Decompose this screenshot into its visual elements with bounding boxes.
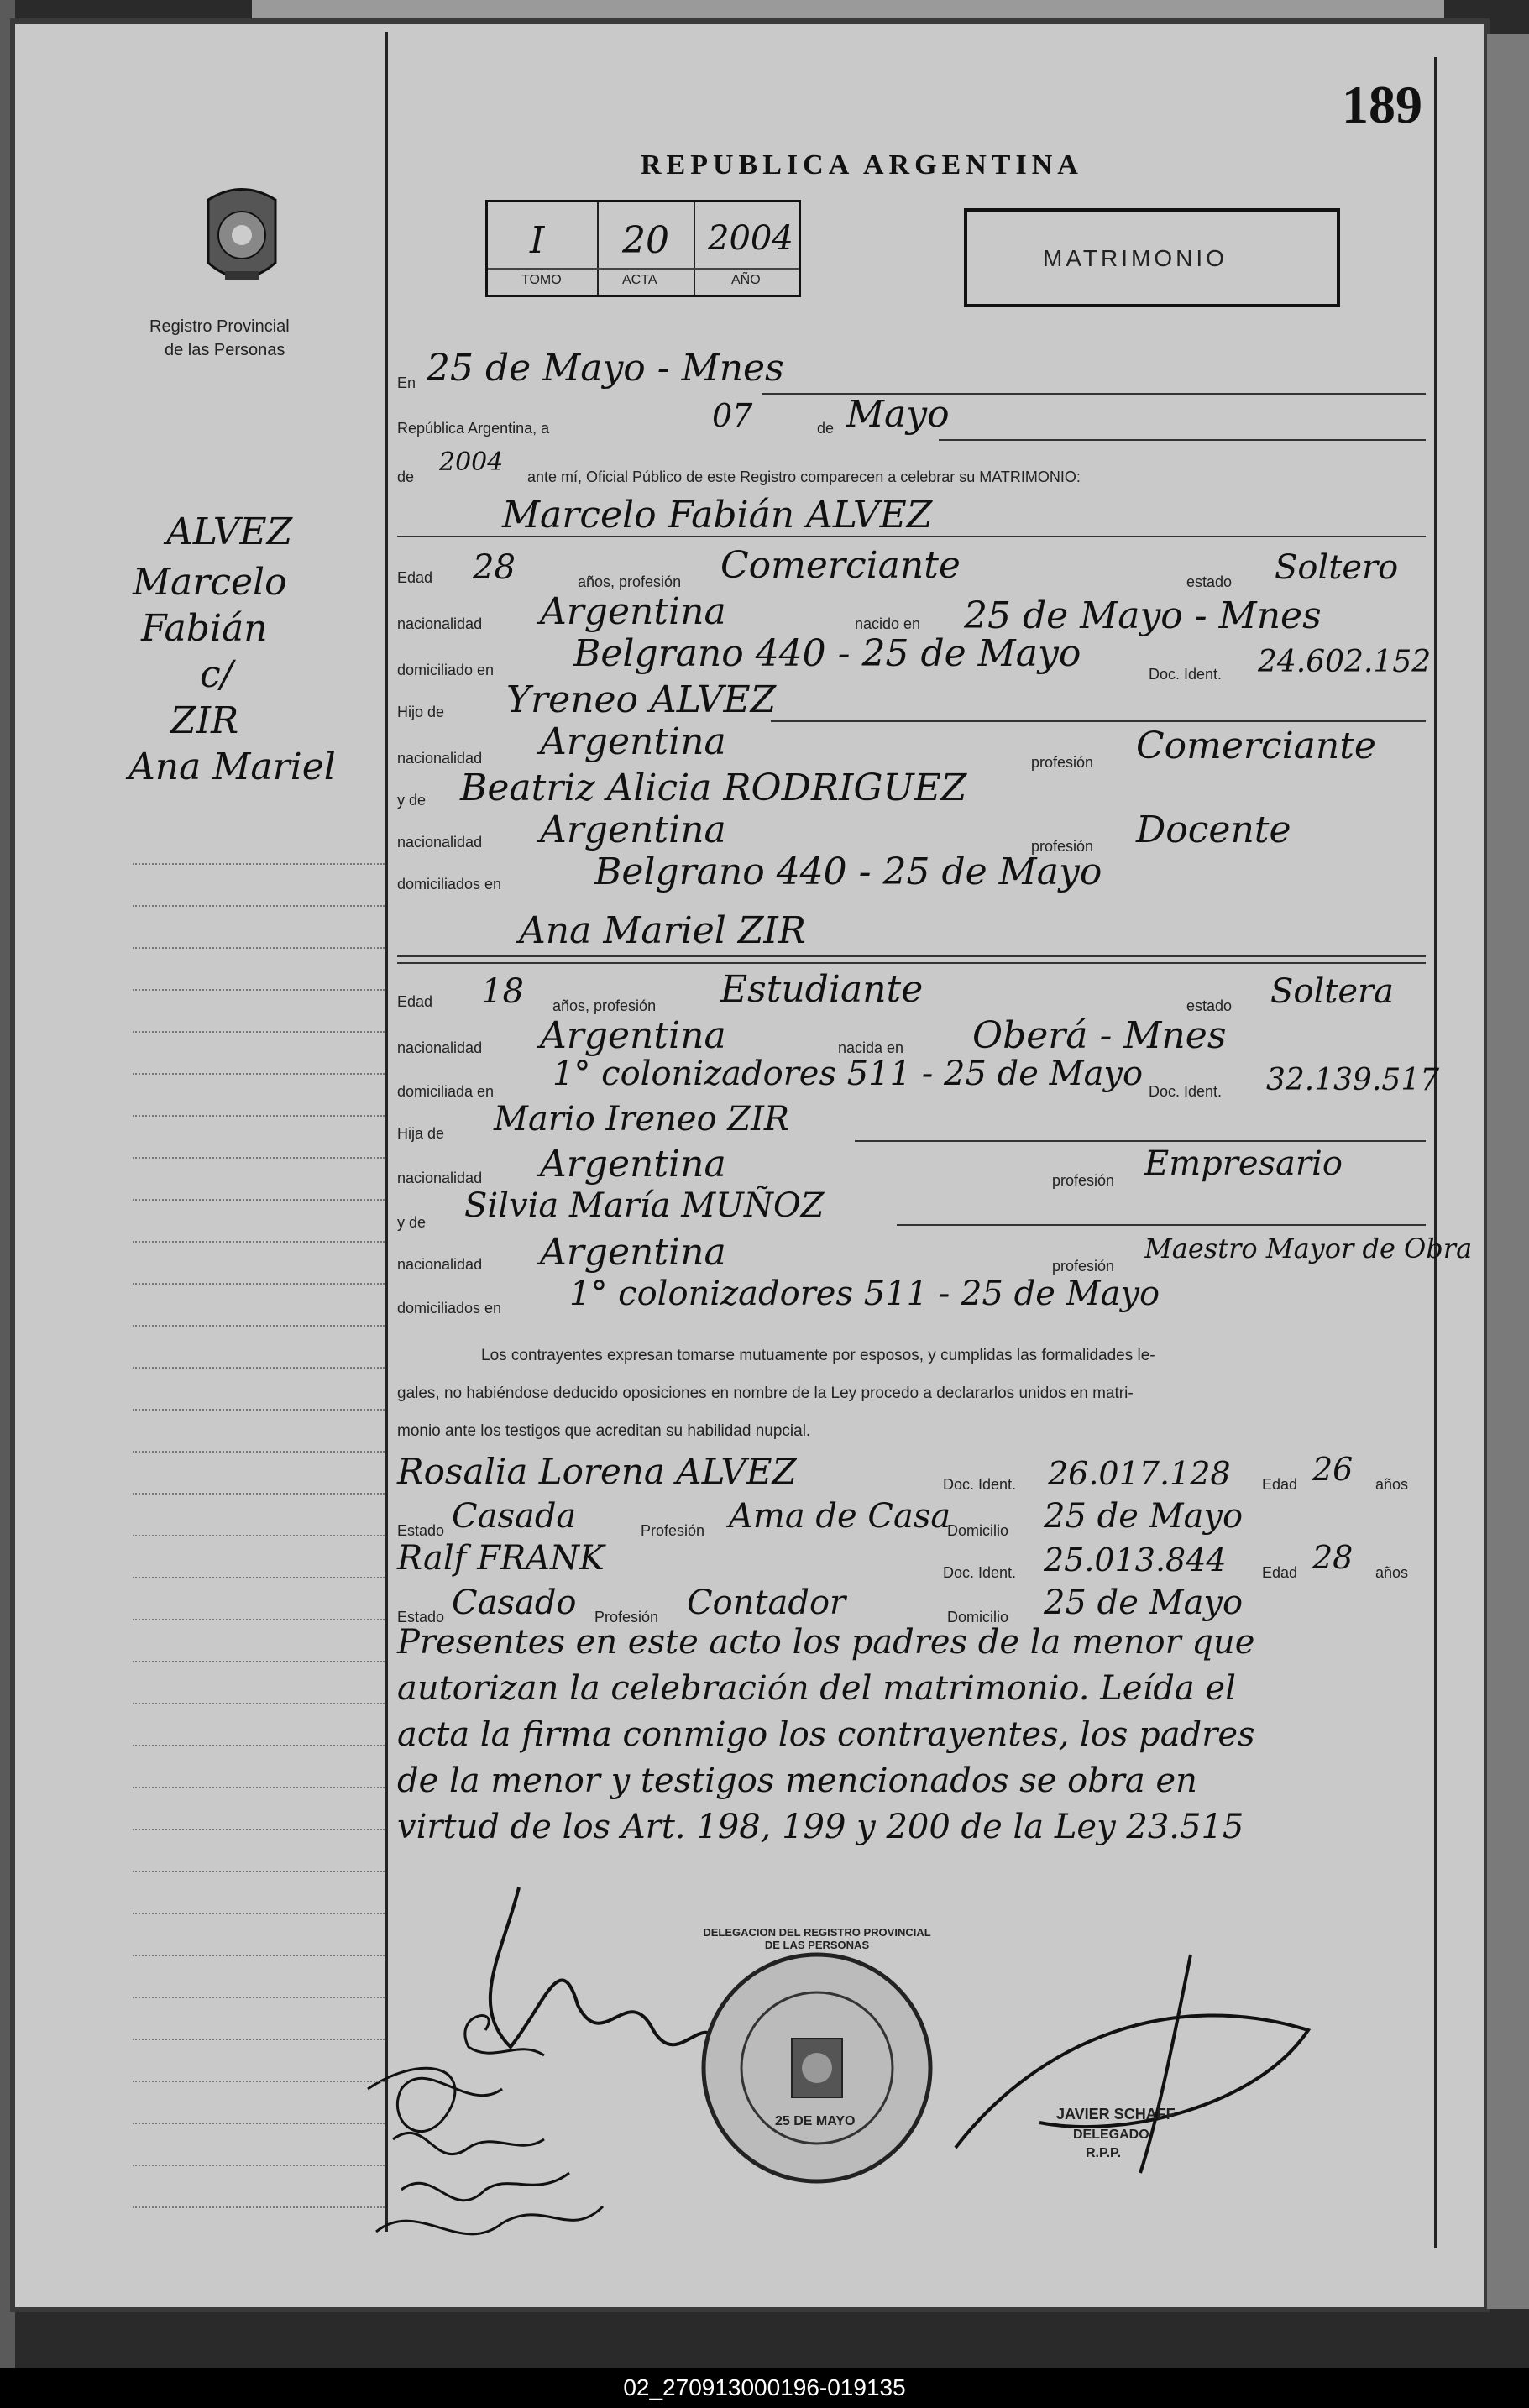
witness2-doc: 25.013.844	[1044, 1542, 1227, 1578]
groom-father-nat-label: nacionalidad	[397, 750, 483, 767]
line	[939, 439, 1426, 441]
coat-of-arms-icon	[191, 183, 292, 301]
ruling-line	[133, 863, 385, 865]
witness1-address: 25 de Mayo	[1044, 1497, 1244, 1536]
year-value: 2004	[439, 448, 504, 477]
acta-value: 20	[622, 219, 669, 262]
registry-name-line1: Registro Provincial	[149, 317, 290, 336]
ruling-line	[133, 2165, 385, 2166]
intro-statement: ante mí, Oficial Público de este Registro comparecen a celebrar su MATRIMONIO:	[527, 469, 1081, 485]
officer-stamp-line: DELEGADO	[1073, 2128, 1149, 2142]
groom-nacionalidad-label: nacionalidad	[397, 615, 483, 632]
bride-birthplace: Oberá - Mnes	[972, 1014, 1227, 1057]
note-line: Presentes en este acto los padres de la menor que	[397, 1623, 1255, 1662]
ruling-line	[133, 1325, 385, 1327]
witness2-dom-label: Domicilio	[947, 1609, 1009, 1625]
folio-number: 189	[1342, 75, 1422, 134]
bride-domiciliada-label: domiciliada en	[397, 1083, 495, 1100]
tomo-label: TOMO	[521, 273, 562, 287]
ruling-line	[133, 1619, 385, 1620]
witness2-address: 25 de Mayo	[1044, 1584, 1244, 1622]
groom-domiciliado-label: domiciliado en	[397, 662, 495, 678]
ruling-line	[133, 1241, 385, 1243]
groom-father-nationality: Argentina	[540, 720, 726, 763]
note-line: acta la firma conmigo los contrayentes, los padres	[397, 1715, 1255, 1754]
bride-parents-dom-label: domiciliados en	[397, 1300, 502, 1317]
ruling-line	[133, 2123, 385, 2124]
box-divider	[694, 202, 695, 295]
margin-note-line: Fabián	[141, 607, 268, 650]
acta-label: ACTA	[622, 273, 657, 287]
ruling-line	[133, 989, 385, 991]
bride-doc-label: Doc. Ident.	[1149, 1083, 1223, 1100]
witness2-edad-label: Edad	[1262, 1564, 1298, 1581]
bride-name: Ana Mariel ZIR	[519, 909, 806, 952]
scan-id-bar	[0, 2368, 1529, 2408]
bride-profesion-label: años, profesión	[552, 997, 657, 1014]
officer-stamp-line: R.P.P.	[1086, 2146, 1122, 2160]
box-divider	[488, 268, 799, 270]
ruling-line	[133, 1577, 385, 1578]
official-seal	[695, 1926, 939, 2190]
ruling-line	[133, 1997, 385, 1998]
margin-note-line: Marcelo	[133, 561, 287, 604]
seal-inner-text: 25 DE MAYO	[775, 2114, 856, 2128]
line	[897, 1224, 1426, 1226]
margin-note-line: ALVEZ	[166, 510, 293, 553]
country-title: REPUBLICA ARGENTINA	[641, 149, 1083, 181]
record-type-box	[964, 208, 1340, 307]
witness1-name: Rosalia Lorena ALVEZ	[397, 1451, 797, 1492]
ruling-line	[133, 2039, 385, 2040]
bride-age: 18	[481, 972, 524, 1011]
ruling-line	[133, 1409, 385, 1411]
ruling-line	[133, 1367, 385, 1369]
witness2-profession: Contador	[687, 1584, 846, 1622]
ruling-line	[133, 1703, 385, 1704]
declaration-line: gales, no habiéndose deducido oposiciones en nombre de la Ley procedo a declararlos unidos en matri-	[397, 1385, 1134, 1402]
groom-profesion-label: años, profesión	[578, 573, 682, 590]
bride-hija-label: Hija de	[397, 1125, 445, 1142]
ruling-line	[133, 905, 385, 907]
record-number-box	[485, 200, 801, 297]
witness1-age: 26	[1312, 1451, 1354, 1488]
ano-value: 2004	[708, 219, 793, 258]
bride-profession: Estudiante	[720, 968, 924, 1011]
line	[397, 536, 1426, 537]
groom-parents-dom-label: domiciliados en	[397, 876, 502, 893]
ruling-line	[133, 1661, 385, 1662]
bride-mother-nationality: Argentina	[540, 1231, 726, 1274]
note-line: autorizan la celebración del matrimonio. Leída el	[397, 1669, 1236, 1708]
ruling-line	[133, 1493, 385, 1495]
witness2-estado-label: Estado	[397, 1609, 445, 1625]
officer-stamp-line: JAVIER SCHAFF	[1056, 2106, 1176, 2123]
line	[397, 955, 1426, 957]
ruling-line	[133, 2206, 385, 2208]
witness2-status: Casado	[452, 1584, 577, 1622]
groom-status: Soltero	[1275, 548, 1399, 587]
bride-status: Soltera	[1270, 972, 1394, 1011]
bride-nationality: Argentina	[540, 1014, 726, 1057]
groom-name: Marcelo Fabián ALVEZ	[502, 494, 933, 537]
groom-parents-address: Belgrano 440 - 25 de Mayo	[594, 851, 1102, 893]
witness2-age: 28	[1312, 1539, 1354, 1576]
margin-note-line: Ana Mariel	[128, 746, 336, 788]
bride-estado-label: estado	[1186, 997, 1233, 1014]
groom-age: 28	[473, 548, 516, 587]
line	[397, 962, 1426, 964]
ruling-line	[133, 1745, 385, 1746]
adjacent-page-edge	[1487, 34, 1529, 2309]
margin-note-line: c/	[200, 653, 233, 696]
ruling-line	[133, 1283, 385, 1285]
margin-note-line: ZIR	[170, 699, 239, 742]
bride-parents-address: 1° colonizadores 511 - 25 de Mayo	[569, 1275, 1160, 1313]
officer-signature	[939, 1938, 1359, 2190]
groom-father-profession: Comerciante	[1136, 725, 1376, 767]
scan-id: 02_270913000196-019135	[623, 2374, 906, 2400]
seal-outer-text: DELEGACION DEL REGISTRO PROVINCIAL DE LAS PERSONAS	[703, 1926, 931, 1951]
bride-nacionalidad-label: nacionalidad	[397, 1039, 483, 1056]
line	[771, 720, 1426, 722]
bride-nacida-label: nacida en	[838, 1039, 904, 1056]
note-line: virtud de los Art. 198, 199 y 200 de la Ley 23.515	[397, 1808, 1244, 1846]
witness1-estado-label: Estado	[397, 1522, 445, 1539]
witness2-doc-label: Doc. Ident.	[943, 1564, 1017, 1581]
month-value: Mayo	[846, 393, 950, 436]
groom-mother-nationality: Argentina	[540, 809, 726, 851]
ruling-line	[133, 1157, 385, 1159]
ruling-line	[133, 1115, 385, 1117]
ano-label: AÑO	[731, 273, 761, 287]
witness1-edad-label: Edad	[1262, 1476, 1298, 1493]
groom-nacido-label: nacido en	[855, 615, 921, 632]
groom-nationality: Argentina	[540, 590, 726, 633]
bride-mother-prof-label: profesión	[1052, 1258, 1115, 1275]
box-divider	[597, 202, 599, 295]
de-label: de	[817, 420, 835, 437]
ruling-line	[133, 947, 385, 949]
groom-profession: Comerciante	[720, 544, 961, 587]
witness1-anos-label: años	[1375, 1476, 1409, 1493]
groom-mother-nat-label: nacionalidad	[397, 834, 483, 851]
groom-father-prof-label: profesión	[1031, 754, 1094, 771]
record-type: MATRIMONIO	[1043, 245, 1228, 271]
republica-label: República Argentina, a	[397, 420, 550, 437]
groom-address: Belgrano 440 - 25 de Mayo	[573, 632, 1081, 675]
witness2-anos-label: años	[1375, 1564, 1409, 1581]
groom-yde-label: y de	[397, 792, 427, 809]
day-value: 07	[712, 397, 753, 434]
ruling-line	[133, 1787, 385, 1788]
next-page-edge	[252, 0, 1444, 25]
ruling-line	[133, 1451, 385, 1453]
groom-mother-profession: Docente	[1136, 809, 1291, 851]
ruling-line	[133, 1829, 385, 1830]
groom-mother-prof-label: profesión	[1031, 838, 1094, 855]
ruling-line	[133, 1955, 385, 1956]
witness1-doc-label: Doc. Ident.	[943, 1476, 1017, 1493]
ruling-line	[133, 1199, 385, 1201]
groom-doc-label: Doc. Ident.	[1149, 666, 1223, 683]
bride-mother: Silvia María MUÑOZ	[464, 1186, 825, 1225]
bride-father-nationality: Argentina	[540, 1143, 726, 1186]
bride-edad-label: Edad	[397, 993, 433, 1010]
groom-edad-label: Edad	[397, 569, 433, 586]
bride-father: Mario Ireneo ZIR	[494, 1100, 790, 1139]
witness1-doc: 26.017.128	[1048, 1455, 1231, 1492]
witness1-prof-label: Profesión	[641, 1522, 705, 1539]
ruling-line	[133, 1913, 385, 1914]
witness2-name: Ralf FRANK	[397, 1539, 605, 1578]
tomo-value: I	[530, 219, 545, 262]
en-label: En	[397, 374, 416, 391]
bride-father-prof-label: profesión	[1052, 1172, 1115, 1189]
bride-father-nat-label: nacionalidad	[397, 1170, 483, 1186]
groom-hijo-label: Hijo de	[397, 704, 445, 720]
ruling-line	[133, 2081, 385, 2082]
witness1-profession: Ama de Casa	[729, 1497, 951, 1536]
bride-father-profession: Empresario	[1144, 1144, 1343, 1183]
bride-mother-nat-label: nacionalidad	[397, 1256, 483, 1273]
bride-yde-label: y de	[397, 1214, 427, 1231]
witness1-status: Casada	[452, 1497, 577, 1536]
groom-mother: Beatriz Alicia RODRIGUEZ	[460, 767, 967, 809]
witness1-dom-label: Domicilio	[947, 1522, 1009, 1539]
witness2-prof-label: Profesión	[594, 1609, 659, 1625]
right-border	[1434, 57, 1437, 2248]
registry-name-line2: de las Personas	[165, 341, 285, 359]
register-page	[15, 24, 1484, 2307]
place-value: 25 de Mayo - Mnes	[427, 347, 784, 390]
note-line: de la menor y testigos mencionados se obra en	[397, 1762, 1197, 1800]
groom-doc: 24.602.152	[1258, 645, 1432, 679]
declaration-line: Los contrayentes expresan tomarse mutuamente por esposos, y cumplidas las formalidades le-	[481, 1347, 1155, 1364]
groom-birthplace: 25 de Mayo - Mnes	[964, 594, 1322, 637]
book-spine	[0, 0, 15, 2408]
declaration-line: monio ante los testigos que acreditan su habilidad nupcial.	[397, 1422, 811, 1440]
groom-father: Yreneo ALVEZ	[506, 678, 777, 721]
line	[855, 1140, 1426, 1142]
bride-mother-profession: Maestro Mayor de Obra	[1144, 1233, 1473, 1264]
groom-estado-label: estado	[1186, 573, 1233, 590]
bride-address: 1° colonizadores 511 - 25 de Mayo	[552, 1055, 1144, 1093]
year-prefix-label: de	[397, 469, 415, 485]
ruling-line	[133, 1031, 385, 1033]
ruling-line	[133, 1073, 385, 1075]
ruling-line	[133, 1871, 385, 1872]
ruling-line	[133, 1535, 385, 1536]
bride-doc: 32.139.517	[1266, 1063, 1440, 1097]
